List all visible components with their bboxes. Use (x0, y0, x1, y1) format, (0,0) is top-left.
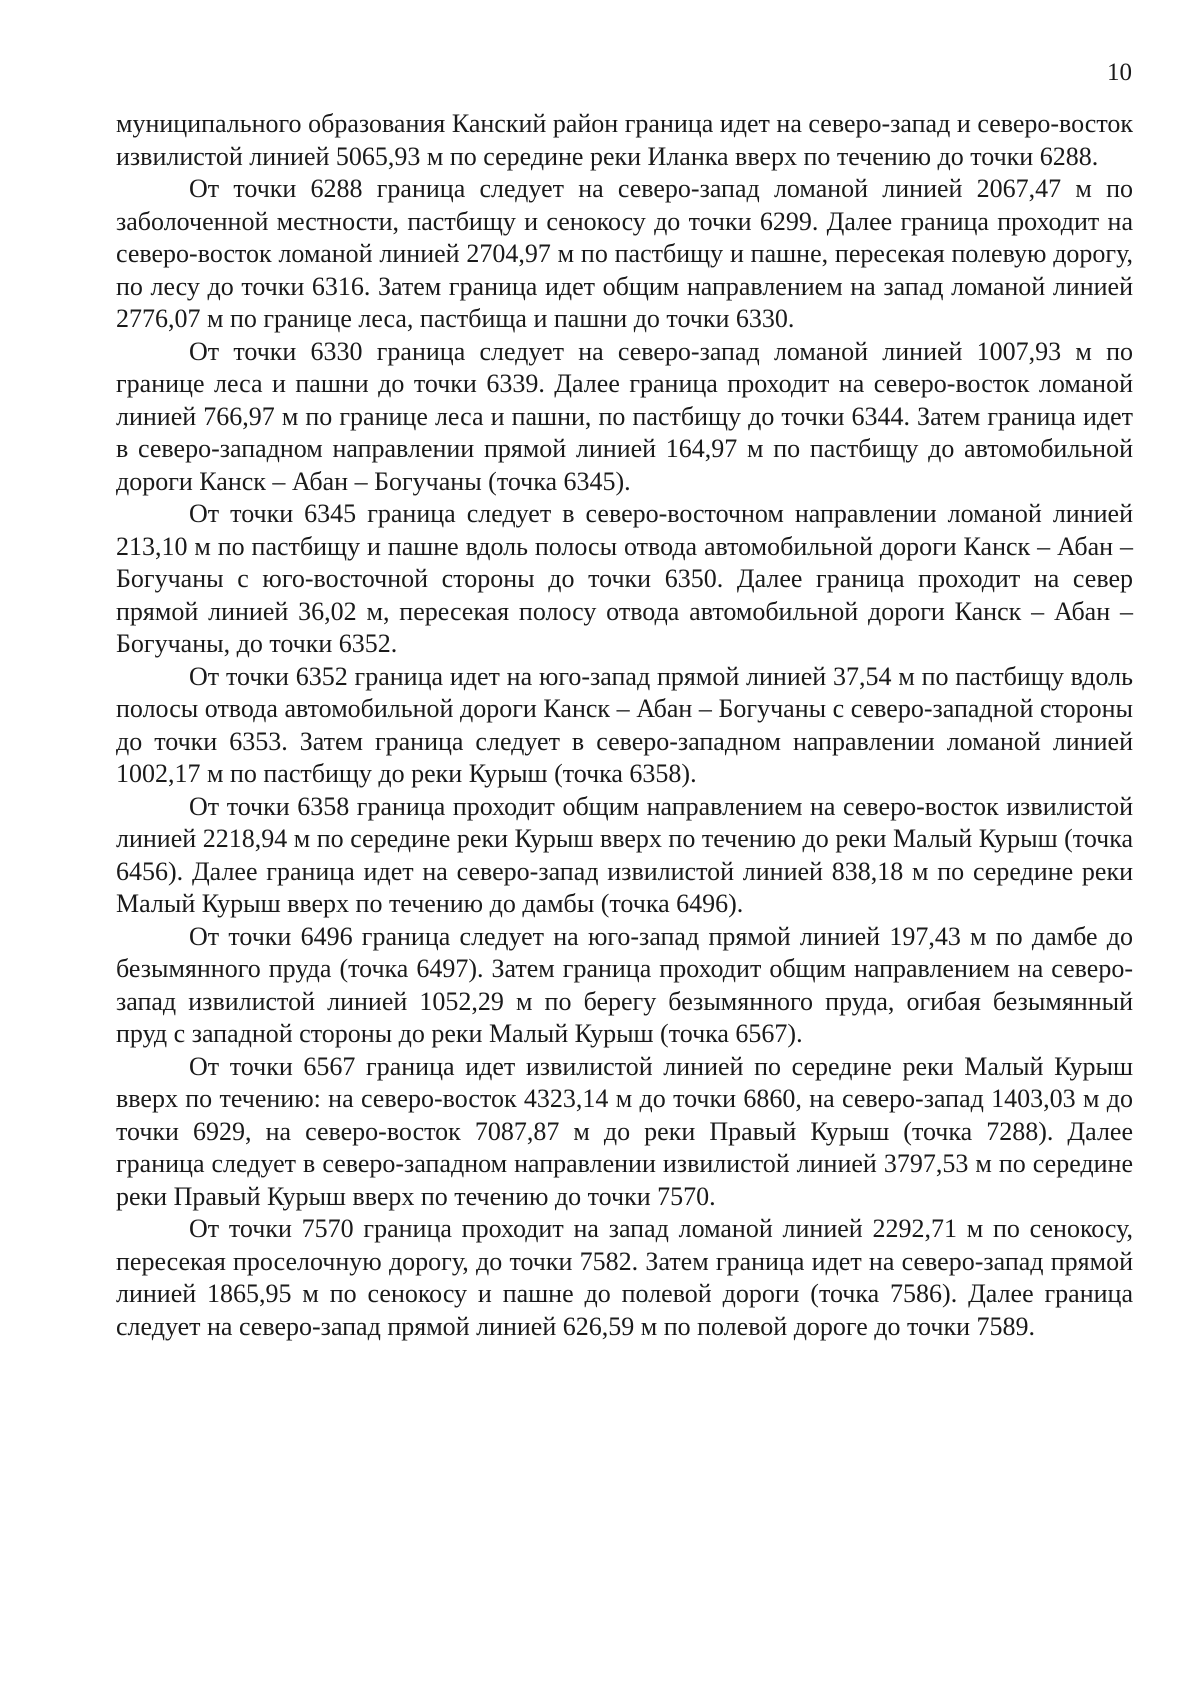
paragraph-4: От точки 6345 граница следует в северо-восточном направлении ломаной линией 213,10 м по пастбищу и пашне вдоль полосы отвода автомобильной дороги Канск – Абан – Богучаны с юго-восточной стороны до точки 6350. Далее граница проходит на север прямой линией 36,02 м, пересекая полосу отвода автомобильной дороги Канск – Абан – Богучаны, до точки 6352. (116, 499, 1133, 658)
paragraph-2: От точки 6288 граница следует на северо-запад ломаной линией 2067,47 м по заболоченной местности, пастбищу и сенокосу до точки 6299. Далее граница проходит на северо-восток ломаной линией 2704,97 м по пастбищу и пашне, пересекая полевую дорогу, по лесу до точки 6316. Затем граница идет общим направлением на запад ломаной линией 2776,07 м по границе леса, пастбища и пашни до точки 6330. (116, 174, 1133, 333)
paragraph-1: муниципального образования Канский район граница идет на северо-запад и северо-восток извилистой линией 5065,93 м по середине реки Иланка вверх по течению до точки 6288. (116, 109, 1133, 171)
paragraph-3: От точки 6330 граница следует на северо-запад ломаной линией 1007,93 м по границе леса и пашни до точки 6339. Далее граница проходит на северо-восток ломаной линией 766,97 м по границе леса и пашни, по пастбищу до точки 6344. Затем граница идет в северо-западном направлении прямой линией 164,97 м по пастбищу до автомобильной дороги Канск – Абан – Богучаны (точка 6345). (116, 336, 1133, 496)
paragraph-5: От точки 6352 граница идет на юго-запад прямой линией 37,54 м по пастбищу вдоль полосы отвода автомобильной дороги Канск – Абан – Богучаны с северо-западной стороны до точки 6353. Затем граница следует в северо-западном направлении ломаной линией 1002,17 м по пастбищу до реки Курыш (точка 6358). (116, 661, 1133, 788)
page-number: 10 (1107, 59, 1132, 86)
document-body (116, 108, 1133, 1343)
paragraph-8: От точки 6567 граница идет извилистой линией по середине реки Малый Курыш вверх по течению: на северо-восток 4323,14 м до точки 6860, на северо-запад 1403,03 м до точки 6929, на северо-восток 7087,87 м до реки Правый Курыш (точка 7288). Далее граница следует в северо-западном направлении извилистой линией 3797,53 м по середине реки Правый Курыш вверх по течению до точки 7570. (116, 1051, 1133, 1211)
paragraph-9: От точки 7570 граница проходит на запад ломаной линией 2292,71 м по сенокосу, пересекая проселочную дорогу, до точки 7582. Затем граница идет на северо-запад прямой линией 1865,95 м по сенокосу и пашне до полевой дороги (точка 7586). Далее граница следует на северо-запад прямой линией 626,59 м по полевой дороге до точки 7589. (116, 1214, 1133, 1341)
paragraph-6: От точки 6358 граница проходит общим направлением на северо-восток извилистой линией 2218,94 м по середине реки Курыш вверх по течению до реки Малый Курыш (точка 6456). Далее граница идет на северо-запад извилистой линией 838,18 м по середине реки Малый Курыш вверх по течению до дамбы (точка 6496). (116, 791, 1133, 918)
paragraph-7: От точки 6496 граница следует на юго-запад прямой линией 197,43 м по дамбе до безымянного пруда (точка 6497). Затем граница проходит общим направлением на северо-запад извилистой линией 1052,29 м по берегу безымянного пруда, огибая безымянный пруд с западной стороны до реки Малый Курыш (точка 6567). (116, 921, 1133, 1048)
